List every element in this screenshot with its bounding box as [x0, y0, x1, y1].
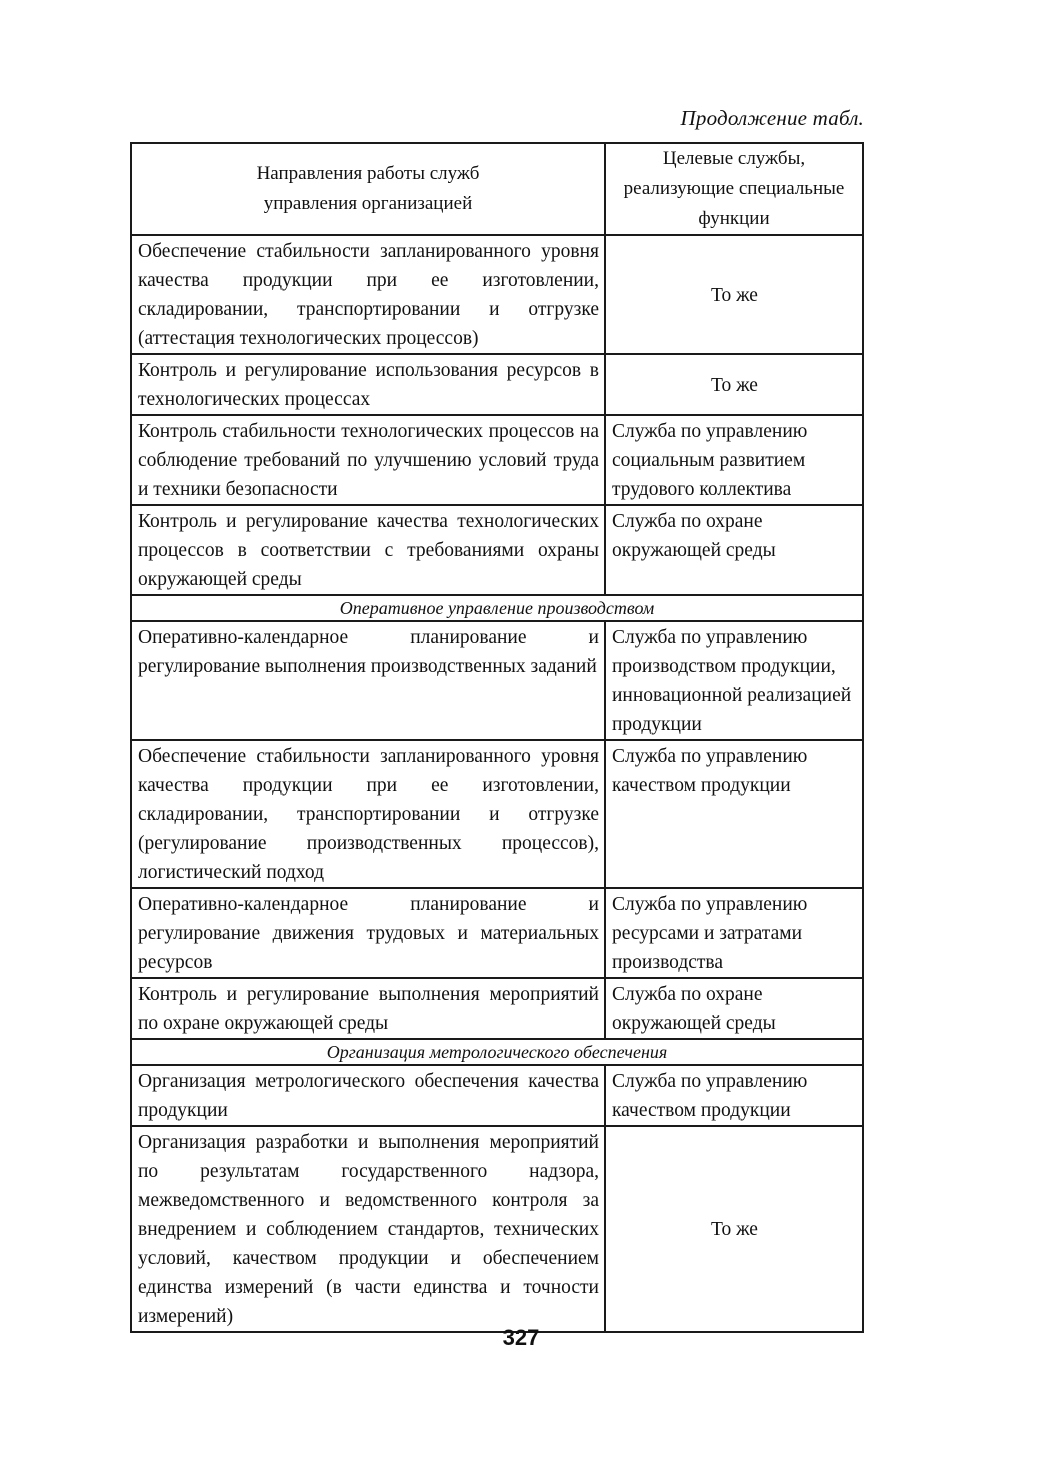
table-row: [131, 505, 863, 595]
table-body: [131, 235, 863, 1332]
service-cell: Служба по охране окружающей среды: [605, 505, 863, 595]
services-table-container: [130, 142, 862, 1333]
service-cell: Служба по охране окружающей среды: [605, 978, 863, 1039]
section-title: Оперативное управление производством: [131, 595, 863, 621]
direction-cell: Контроль и регулирование использования ресурсов в технологических процессах: [131, 354, 605, 415]
direction-cell: Оперативно-календарное планирование и регулирование выполнения производственных заданий: [131, 621, 605, 740]
table-row: [131, 978, 863, 1039]
direction-cell: Контроль и регулирование качества технологических процессов в соответствии с требованиями охраны окружающей среды: [131, 505, 605, 595]
table-row: [131, 1126, 863, 1332]
direction-cell: Контроль стабильности технологических процессов на соблюдение требований по улучшению условий труда и техники безопасности: [131, 415, 605, 505]
service-cell: То же: [605, 1126, 863, 1332]
direction-cell: Контроль и регулирование выполнения мероприятий по охране окружающей среды: [131, 978, 605, 1039]
table-header-row: [131, 143, 863, 235]
table-continuation-label: Продолжение табл.: [680, 106, 864, 130]
section-row: [131, 595, 863, 621]
table-row: [131, 1065, 863, 1126]
service-cell: Служба по управлению качеством продукции: [605, 740, 863, 888]
service-cell: Служба по управлению производством продукции, инновационной реализацией продукции: [605, 621, 863, 740]
section-title: Организация метрологического обеспечения: [131, 1039, 863, 1065]
header-directions: Направления работы служб управления организацией: [131, 143, 605, 235]
table-row: [131, 415, 863, 505]
services-table: [130, 142, 864, 1333]
service-cell: Служба по управлению качеством продукции: [605, 1065, 863, 1126]
service-cell: Служба по управлению социальным развитием трудового коллектива: [605, 415, 863, 505]
direction-cell: Обеспечение стабильности запланированного уровня качества продукции при ее изготовлении, складировании, транспортировании и отгрузке (аттестация технологических процессов): [131, 235, 605, 354]
table-row: [131, 235, 863, 354]
table-row: [131, 621, 863, 740]
direction-cell: Организация разработки и выполнения мероприятий по результатам государственного надзора, межведомственного и ведомственного контроля за внедрением и соблюдением стандартов, технических условий, качеством продукции и обеспечением единства измерений (в части единства и точности измерений): [131, 1126, 605, 1332]
table-row: [131, 888, 863, 978]
header-target-services: Целевые службы, реализующие специальные функции: [605, 143, 863, 235]
direction-cell: Обеспечение стабильности запланированного уровня качества продукции при ее изготовлении, складировании, транспортировании и отгрузке (регулирование производственных процессов), логистический подход: [131, 740, 605, 888]
service-cell: То же: [605, 354, 863, 415]
direction-cell: Организация метрологического обеспечения качества продукции: [131, 1065, 605, 1126]
service-cell: Служба по управлению ресурсами и затратами производства: [605, 888, 863, 978]
table-row: [131, 354, 863, 415]
table-row: [131, 740, 863, 888]
service-cell: То же: [605, 235, 863, 354]
page-number: 327: [502, 1325, 540, 1350]
direction-cell: Оперативно-календарное планирование и регулирование движения трудовых и материальных ресурсов: [131, 888, 605, 978]
section-row: [131, 1039, 863, 1065]
